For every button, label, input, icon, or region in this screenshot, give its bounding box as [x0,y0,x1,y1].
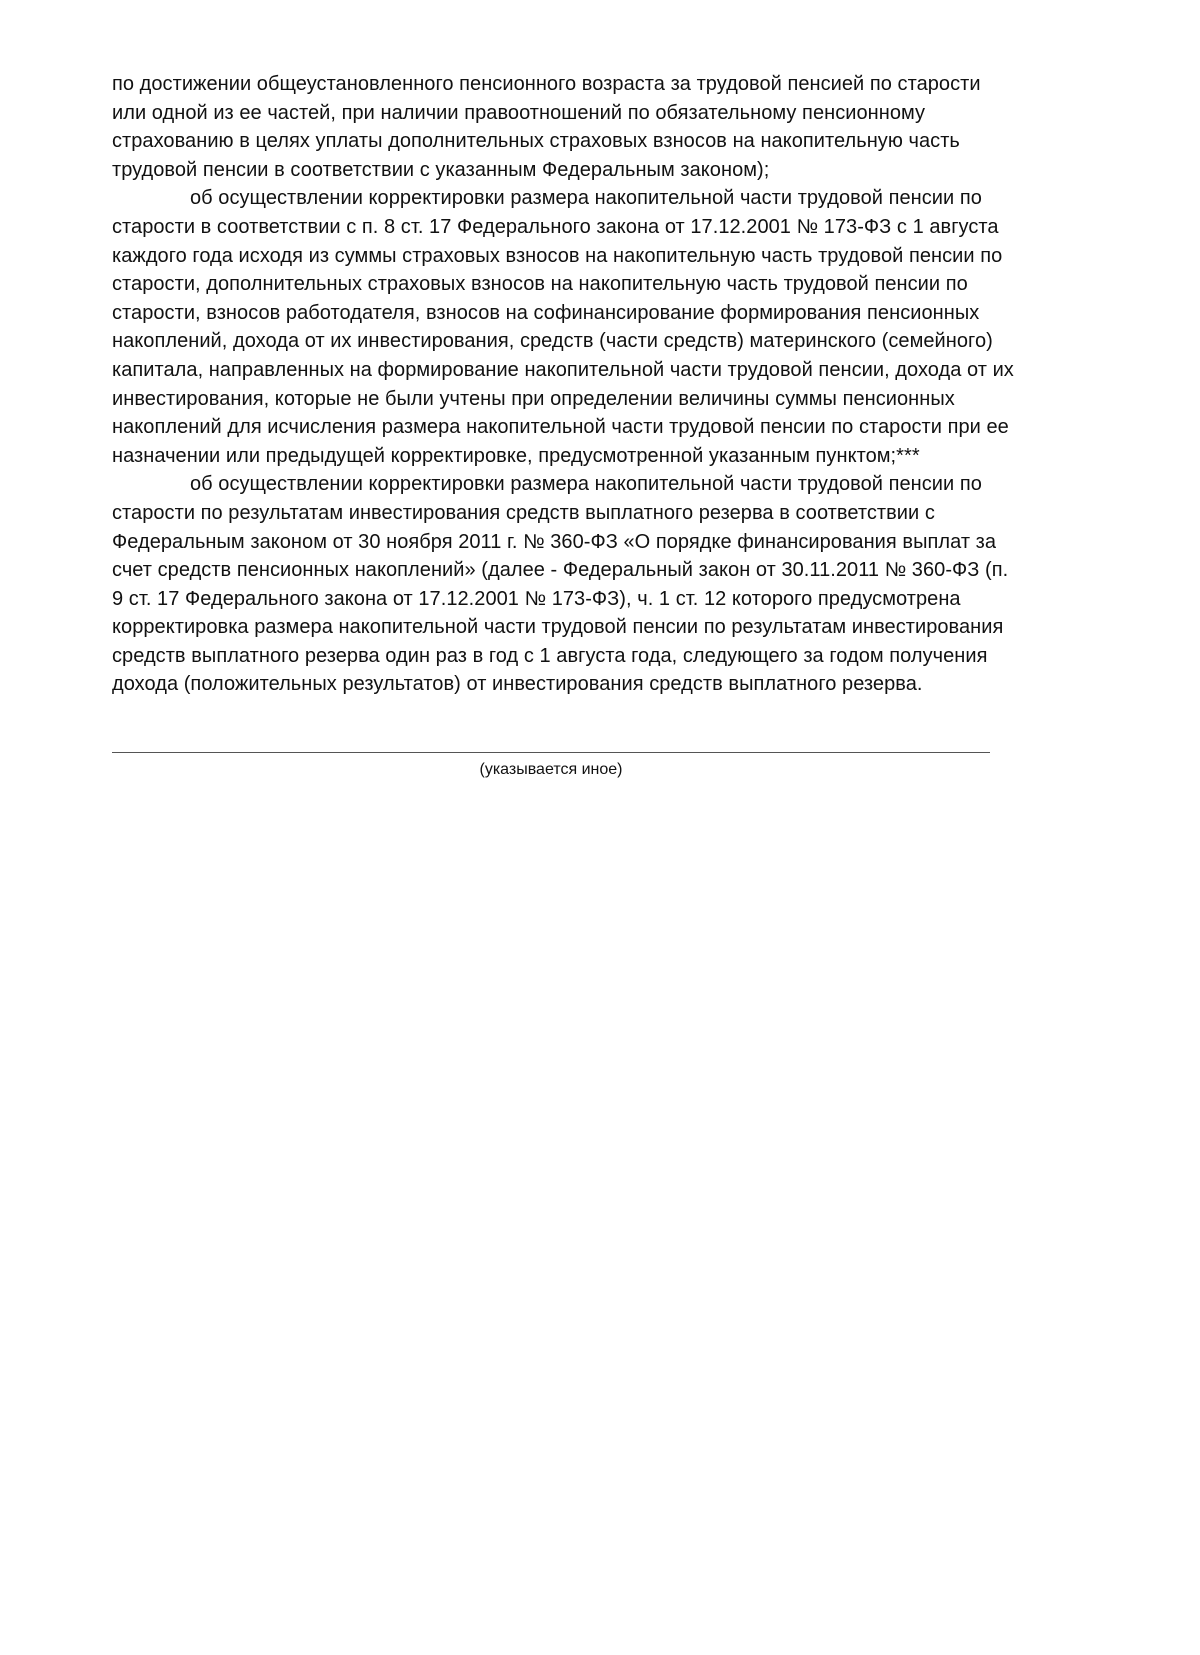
text-line: старости, дополнительных страховых взносов на накопительную часть трудовой пенсии по [112,273,968,296]
text-line: страхованию в целях уплаты дополнительных страховых взносов на накопительную часть [112,130,960,153]
text-line: накоплений, дохода от их инвестирования, средств (части средств) материнского (семейного) [112,330,993,353]
text-line: корректировка размера накопительной части трудовой пенсии по результатам инвестирования [112,616,1004,639]
text-line: Федеральным законом от 30 ноября 2011 г. № 360-ФЗ «О порядке финансирования выплат за [112,530,997,553]
text-line: накоплений для исчисления размера накопительной части трудовой пенсии по старости при ее [112,416,1009,439]
text-line: трудовой пенсии в соответствии с указанным Федеральным законом); [112,158,770,181]
text-line: старости, взносов работодателя, взносов на софинансирование формирования пенсионных [112,301,980,324]
text-line: средств выплатного резерва один раз в год с 1 августа года, следующего за годом получения [112,644,988,667]
text-line: капитала, направленных на формирование накопительной части трудовой пенсии, дохода от их [112,358,1014,381]
document-body [112,70,1112,699]
fill-in-blank-line [112,752,990,753]
text-line: инвестирования, которые не были учтены при определении величины суммы пенсионных [112,387,955,410]
paragraph-start-line: об осуществлении корректировки размера накопительной части трудовой пенсии по [190,473,982,496]
text-line: старости по результатам инвестирования средств выплатного резерва в соответствии с [112,501,935,524]
text-line: старости в соответствии с п. 8 ст. 17 Федерального закона от 17.12.2001 № 173-ФЗ с 1 августа [112,215,999,238]
text-line: 9 ст. 17 Федерального закона от 17.12.2001 № 173-ФЗ), ч. 1 ст. 12 которого предусмотрена [112,587,961,610]
text-line: или одной из ее частей, при наличии правоотношений по обязательному пенсионному [112,101,926,124]
paragraph-start-line: об осуществлении корректировки размера накопительной части трудовой пенсии по [190,187,982,210]
text-line: каждого года исходя из суммы страховых взносов на накопительную часть трудовой пенсии по [112,244,1003,267]
text-line: дохода (положительных результатов) от инвестирования средств выплатного резерва. [112,673,923,696]
text-line: по достижении общеустановленного пенсионного возраста за трудовой пенсией по старости [112,73,981,95]
blank-caption: (указывается иное) [479,761,623,778]
text-line: назначении или предыдущей корректировке, предусмотренной указанным пунктом;*** [112,444,920,467]
text-line: счет средств пенсионных накоплений» (далее - Федеральный закон от 30.11.2011 № 360-ФЗ (п. [112,559,1009,582]
